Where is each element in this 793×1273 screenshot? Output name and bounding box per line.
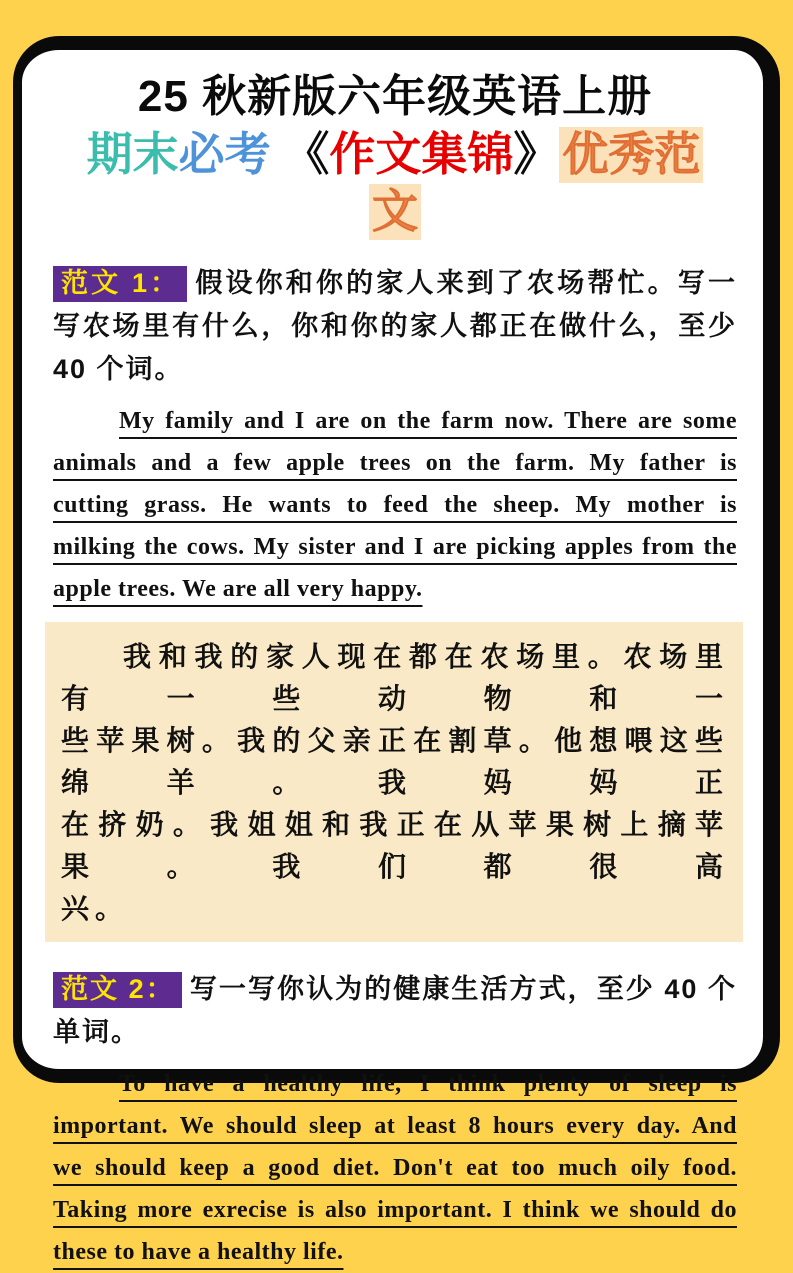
essay2-english-paragraph (53, 1063, 737, 1273)
worksheet-content (22, 50, 763, 1265)
subtitle-highlight-part2: 文 (369, 184, 421, 240)
essay1-english-paragraph (53, 400, 737, 610)
page-title: 25 秋新版六年级英语上册 (137, 72, 653, 121)
essay2-prompt-text: 写一写你认为的健康生活方式，至少 40 个单词。 (53, 974, 737, 1047)
essay2-label-badge: 范文 2： (53, 972, 182, 1008)
text-line: To have a healthy life, I think plenty of sleep is (119, 1071, 737, 1097)
worksheet-card (13, 36, 780, 1265)
essay1-prompt-block (53, 262, 737, 391)
essay1-label-badge: 范文 1： (53, 266, 187, 302)
text-line: My family and I are on the farm now. There are some (119, 408, 737, 434)
text-line: 些苹果树。我的父亲正在割草。他想喂这些绵羊。我妈妈正 (61, 725, 729, 798)
essay1-chinese-translation (45, 622, 743, 942)
subtitle-exam-text-teal: 期末 (86, 128, 179, 180)
text-line: 我和我的家人现在都在农场里。农场里有一些动物和一 (61, 641, 729, 714)
text-line: cutting grass. He wants to feed the sheep. My mother is (53, 492, 737, 518)
text-line: 兴。 (61, 893, 130, 924)
subtitle-exam-text-blue: 必考 (178, 128, 271, 180)
text-line: we should keep a good diet. Don't eat too much oily food. (53, 1155, 737, 1181)
subtitle-bracket-open: 《 (283, 128, 330, 180)
text-line: important. We should sleep at least 8 hours every day. And (53, 1113, 737, 1139)
essay2-prompt-block (53, 968, 737, 1054)
essay1-prompt-text: 假设你和你的家人来到了农场帮忙。写一写农场里有什么，你和你的家人都正在做什么，至少 40 个词。 (53, 268, 737, 384)
text-line: 在挤奶。我姐姐和我正在从苹果树上摘苹果。我们都很高 (61, 809, 729, 882)
subtitle-book-title: 作文集锦 (329, 128, 514, 180)
text-line: Taking more exrecise is also important. I think we should do (53, 1197, 737, 1223)
subtitle-bracket-close: 》 (513, 128, 560, 180)
text-line: these to have a healthy life. (53, 1239, 344, 1265)
subtitle-highlight-part1: 优秀范 (559, 127, 703, 183)
text-line: milking the cows. My sister and I are picking apples from the (53, 534, 737, 560)
page-subtitle (53, 126, 737, 240)
text-line: animals and a few apple trees on the farm. My father is (53, 450, 737, 476)
text-line: apple trees. We are all very happy. (53, 576, 423, 602)
